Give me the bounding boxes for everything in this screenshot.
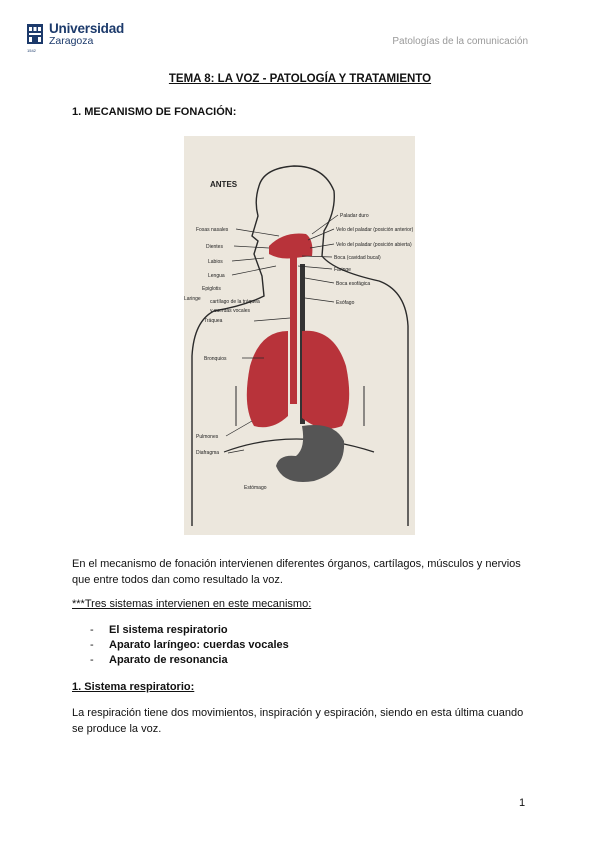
phonation-diagram	[184, 136, 415, 535]
label-bronquios: Bronquios	[204, 356, 227, 362]
paragraph-mechanism: En el mecanismo de fonación intervienen diferentes órganos, cartílagos, músculos y nervios que entre todos dan como resultado la voz.	[72, 558, 521, 586]
systems-list	[90, 623, 289, 668]
logo-subtitle: Zaragoza	[49, 35, 94, 47]
logo-year: 1542	[27, 48, 36, 53]
systems-note: ***Tres sistemas intervienen en este mecanismo:	[72, 598, 312, 610]
section-heading-fonacion: 1. MECANISMO DE FONACIÓN:	[72, 106, 237, 118]
university-logo	[26, 21, 136, 51]
section-heading-respiratorio: 1. Sistema respiratorio:	[72, 681, 195, 693]
label-diafragma: Diafragma	[196, 450, 220, 456]
label-paladar-duro: Paladar duro	[340, 213, 369, 219]
list-item: - Aparato de resonancia	[90, 653, 289, 668]
label-velo-posicion: Velo del paladar (posición anterior)	[336, 227, 414, 233]
list-item: - Aparato laríngeo: cuerdas vocales	[90, 638, 289, 653]
fig-caption: ANTES	[210, 180, 238, 189]
label-cuerdas: y cuerdas vocales	[210, 308, 251, 314]
page-title: TEMA 8: LA VOZ - PATOLOGÍA Y TRATAMIENTO	[168, 73, 432, 85]
label-lengua: Lengua	[208, 273, 225, 279]
left-lung	[247, 331, 288, 427]
paragraph-respiration: La respiración tiene dos movimientos, inspiración y espiración, siendo en esta última cuando se produce la voz.	[72, 707, 524, 735]
list-item: - El sistema respiratorio	[90, 623, 289, 638]
page-number: 1	[519, 797, 526, 809]
label-pulmones: Pulmones	[196, 434, 219, 440]
label-boca: Boca (cavidad bucal)	[334, 255, 381, 261]
right-lung	[302, 331, 349, 429]
university-shield-icon	[26, 22, 44, 48]
label-velo-abierta: Velo del paladar (posición abierta)	[336, 242, 412, 248]
label-labios: Labios	[208, 259, 223, 265]
course-name: Patologías de la comunicación	[392, 36, 528, 47]
label-traquea: Tráquea	[204, 318, 223, 324]
label-faringe: Faringe	[334, 267, 351, 273]
label-esofago: Esófago	[336, 300, 355, 306]
label-cartilago: cartílago de la tráquea	[210, 299, 260, 305]
label-epiglotis: Epiglotis	[202, 286, 221, 292]
logo-title: Universidad	[49, 21, 125, 36]
diaphragm-line	[224, 439, 374, 452]
label-dientes: Dientes	[206, 244, 223, 250]
phonation-diagram-svg	[184, 136, 415, 535]
stomach-shape	[276, 425, 344, 482]
label-fosas: Fosas nasales	[196, 227, 229, 233]
trachea	[290, 254, 297, 404]
label-boca-esofagica: Boca esofágica	[336, 281, 371, 287]
label-estomago: Estómago	[244, 485, 267, 491]
label-laringe: Laringe	[184, 296, 201, 302]
